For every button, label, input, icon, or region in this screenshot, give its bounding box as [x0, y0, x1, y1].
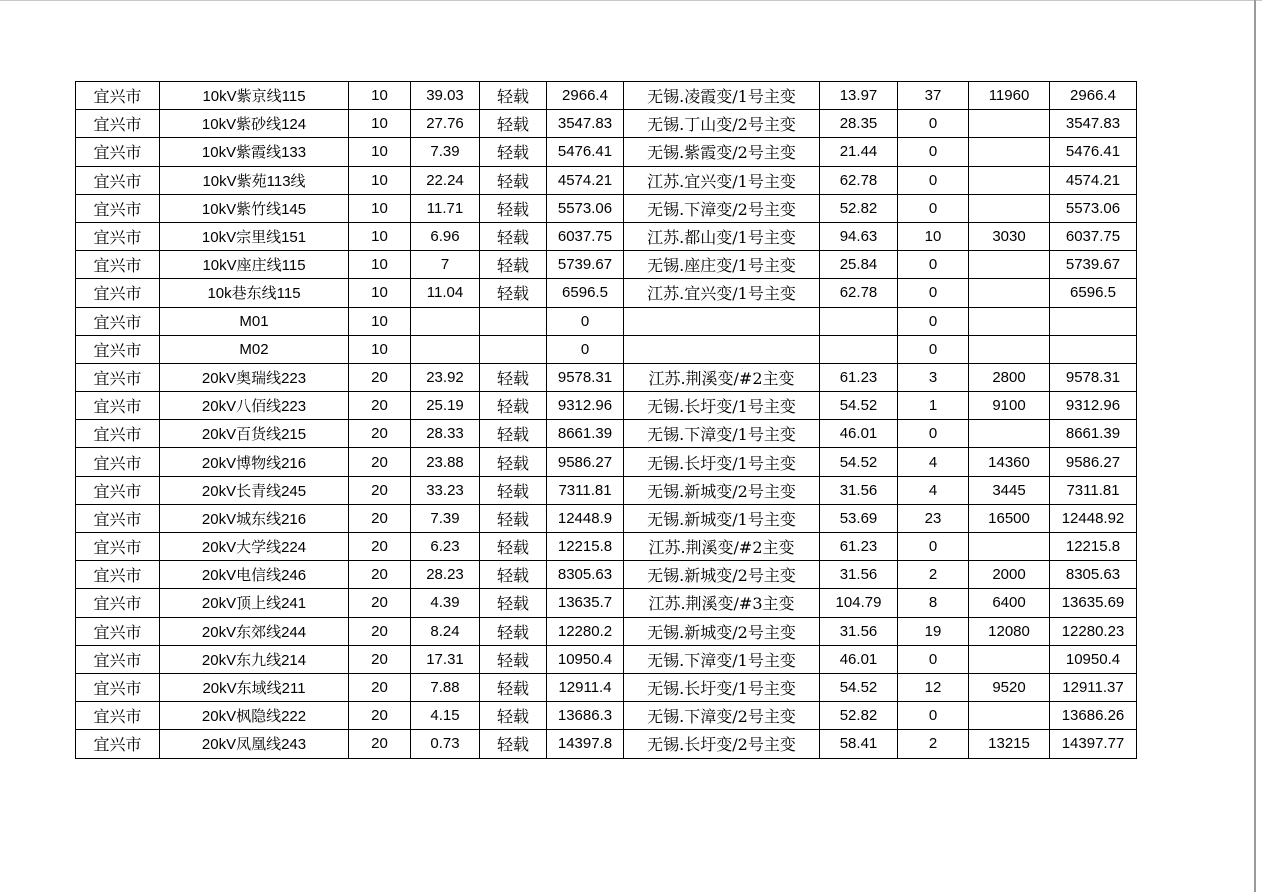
capacity-cell: 13635.7	[547, 589, 624, 617]
voltage-cell: 20	[349, 673, 411, 701]
capacity-cell: 5476.41	[547, 138, 624, 166]
count-cell: 0	[898, 138, 969, 166]
load-rate-cell: 25.19	[411, 392, 480, 420]
transformer-load-cell: 54.52	[820, 448, 898, 476]
transformer-load-cell: 46.01	[820, 420, 898, 448]
table-row	[76, 392, 1137, 420]
load-status-cell: 轻载	[480, 533, 547, 561]
feeder-name-cell: 20kV枫隐线222	[160, 702, 349, 730]
count-cell: 0	[898, 420, 969, 448]
transformer-load-cell: 52.82	[820, 194, 898, 222]
load-rate-cell: 27.76	[411, 110, 480, 138]
transformer-load-cell: 54.52	[820, 673, 898, 701]
transformer-load-cell: 61.23	[820, 363, 898, 391]
value-cell: 14397.77	[1050, 730, 1137, 758]
main-transformer-cell: 无锡.丁山变/2号主变	[624, 110, 820, 138]
load-status-cell: 轻载	[480, 561, 547, 589]
main-transformer-cell: 无锡.新城变/2号主变	[624, 561, 820, 589]
voltage-cell: 10	[349, 222, 411, 250]
transformer-load-cell: 46.01	[820, 645, 898, 673]
main-transformer-cell: 无锡.长圩变/1号主变	[624, 448, 820, 476]
voltage-cell: 10	[349, 194, 411, 222]
load-rate-cell: 11.04	[411, 279, 480, 307]
main-transformer-cell: 无锡.座庄变/1号主变	[624, 251, 820, 279]
table-body	[76, 82, 1137, 759]
transformer-load-cell: 25.84	[820, 251, 898, 279]
capacity-cell: 6596.5	[547, 279, 624, 307]
voltage-cell: 20	[349, 730, 411, 758]
city-cell: 宜兴市	[76, 730, 160, 758]
transformer-load-cell: 31.56	[820, 561, 898, 589]
city-cell: 宜兴市	[76, 222, 160, 250]
load-rate-cell: 6.23	[411, 533, 480, 561]
value-cell: 2966.4	[1050, 82, 1137, 110]
table-row	[76, 589, 1137, 617]
capacity-cell: 7311.81	[547, 476, 624, 504]
quantity-cell	[969, 138, 1050, 166]
value-cell: 8661.39	[1050, 420, 1137, 448]
quantity-cell: 6400	[969, 589, 1050, 617]
main-transformer-cell: 无锡.新城变/1号主变	[624, 504, 820, 532]
voltage-cell: 10	[349, 251, 411, 279]
quantity-cell: 9100	[969, 392, 1050, 420]
main-transformer-cell: 无锡.下漳变/2号主变	[624, 194, 820, 222]
table-row	[76, 673, 1137, 701]
voltage-cell: 10	[349, 138, 411, 166]
load-status-cell: 轻载	[480, 673, 547, 701]
voltage-cell: 10	[349, 335, 411, 363]
quantity-cell	[969, 533, 1050, 561]
main-transformer-cell: 江苏.宜兴变/1号主变	[624, 166, 820, 194]
quantity-cell	[969, 645, 1050, 673]
quantity-cell: 16500	[969, 504, 1050, 532]
value-cell: 4574.21	[1050, 166, 1137, 194]
value-cell: 13635.69	[1050, 589, 1137, 617]
capacity-cell: 8661.39	[547, 420, 624, 448]
main-transformer-cell: 无锡.凌霞变/1号主变	[624, 82, 820, 110]
feeder-name-cell: 20kV东郊线244	[160, 617, 349, 645]
feeder-name-cell: 10kV紫苑113线	[160, 166, 349, 194]
feeder-name-cell: 20kV东域线211	[160, 673, 349, 701]
voltage-cell: 10	[349, 110, 411, 138]
count-cell: 0	[898, 533, 969, 561]
city-cell: 宜兴市	[76, 138, 160, 166]
capacity-cell: 5739.67	[547, 251, 624, 279]
quantity-cell: 9520	[969, 673, 1050, 701]
load-status-cell	[480, 307, 547, 335]
main-transformer-cell: 江苏.荆溪变/#2主变	[624, 363, 820, 391]
count-cell: 8	[898, 589, 969, 617]
quantity-cell	[969, 335, 1050, 363]
table-row	[76, 110, 1137, 138]
count-cell: 12	[898, 673, 969, 701]
value-cell: 9312.96	[1050, 392, 1137, 420]
page-top-edge	[0, 0, 1262, 1]
table-row	[76, 476, 1137, 504]
count-cell: 0	[898, 166, 969, 194]
quantity-cell	[969, 307, 1050, 335]
city-cell: 宜兴市	[76, 420, 160, 448]
city-cell: 宜兴市	[76, 617, 160, 645]
count-cell: 0	[898, 110, 969, 138]
load-rate-cell	[411, 335, 480, 363]
city-cell: 宜兴市	[76, 476, 160, 504]
capacity-cell: 9578.31	[547, 363, 624, 391]
transformer-load-cell: 52.82	[820, 702, 898, 730]
city-cell: 宜兴市	[76, 251, 160, 279]
load-rate-cell: 7	[411, 251, 480, 279]
capacity-cell: 3547.83	[547, 110, 624, 138]
count-cell: 4	[898, 448, 969, 476]
page-right-edge	[1254, 0, 1256, 892]
load-status-cell: 轻载	[480, 110, 547, 138]
transformer-load-cell: 61.23	[820, 533, 898, 561]
load-rate-cell: 23.92	[411, 363, 480, 391]
city-cell: 宜兴市	[76, 448, 160, 476]
value-cell	[1050, 335, 1137, 363]
load-rate-cell: 28.33	[411, 420, 480, 448]
main-transformer-cell: 无锡.长圩变/1号主变	[624, 673, 820, 701]
capacity-cell: 10950.4	[547, 645, 624, 673]
table-row	[76, 307, 1137, 335]
main-transformer-cell: 无锡.长圩变/2号主变	[624, 730, 820, 758]
count-cell: 0	[898, 307, 969, 335]
feeder-name-cell: 20kV城东线216	[160, 504, 349, 532]
load-status-cell: 轻载	[480, 448, 547, 476]
capacity-cell: 0	[547, 335, 624, 363]
load-status-cell: 轻载	[480, 420, 547, 448]
voltage-cell: 20	[349, 392, 411, 420]
table-row	[76, 533, 1137, 561]
table-row	[76, 279, 1137, 307]
city-cell: 宜兴市	[76, 561, 160, 589]
voltage-cell: 20	[349, 617, 411, 645]
quantity-cell	[969, 194, 1050, 222]
table-row	[76, 730, 1137, 758]
load-status-cell: 轻载	[480, 251, 547, 279]
capacity-cell: 12911.4	[547, 673, 624, 701]
quantity-cell: 13215	[969, 730, 1050, 758]
quantity-cell	[969, 702, 1050, 730]
value-cell: 13686.26	[1050, 702, 1137, 730]
quantity-cell: 2000	[969, 561, 1050, 589]
load-status-cell: 轻载	[480, 476, 547, 504]
voltage-cell: 20	[349, 448, 411, 476]
feeder-name-cell: 20kV八佰线223	[160, 392, 349, 420]
main-transformer-cell	[624, 335, 820, 363]
load-rate-cell: 7.88	[411, 673, 480, 701]
feeder-name-cell: 10k巷东线115	[160, 279, 349, 307]
capacity-cell: 0	[547, 307, 624, 335]
count-cell: 2	[898, 730, 969, 758]
load-status-cell: 轻载	[480, 730, 547, 758]
count-cell: 10	[898, 222, 969, 250]
load-status-cell: 轻载	[480, 702, 547, 730]
table-row	[76, 645, 1137, 673]
transformer-load-cell: 13.97	[820, 82, 898, 110]
load-status-cell: 轻载	[480, 363, 547, 391]
voltage-cell: 20	[349, 420, 411, 448]
count-cell: 19	[898, 617, 969, 645]
city-cell: 宜兴市	[76, 166, 160, 194]
city-cell: 宜兴市	[76, 307, 160, 335]
transformer-load-cell: 31.56	[820, 476, 898, 504]
load-status-cell: 轻载	[480, 222, 547, 250]
transformer-load-cell: 94.63	[820, 222, 898, 250]
feeder-name-cell: 20kV长青线245	[160, 476, 349, 504]
transformer-load-cell: 62.78	[820, 166, 898, 194]
load-rate-cell: 4.15	[411, 702, 480, 730]
capacity-cell: 12280.2	[547, 617, 624, 645]
value-cell: 12280.23	[1050, 617, 1137, 645]
feeder-name-cell: M02	[160, 335, 349, 363]
quantity-cell: 3445	[969, 476, 1050, 504]
capacity-cell: 13686.3	[547, 702, 624, 730]
voltage-cell: 10	[349, 82, 411, 110]
load-rate-cell: 0.73	[411, 730, 480, 758]
quantity-cell	[969, 251, 1050, 279]
main-transformer-cell	[624, 307, 820, 335]
load-status-cell	[480, 335, 547, 363]
capacity-cell: 2966.4	[547, 82, 624, 110]
transformer-load-cell: 62.78	[820, 279, 898, 307]
load-status-cell: 轻载	[480, 392, 547, 420]
load-status-cell: 轻载	[480, 138, 547, 166]
transformer-load-cell	[820, 307, 898, 335]
value-cell: 6037.75	[1050, 222, 1137, 250]
city-cell: 宜兴市	[76, 82, 160, 110]
transformer-load-cell: 28.35	[820, 110, 898, 138]
value-cell: 5739.67	[1050, 251, 1137, 279]
count-cell: 0	[898, 702, 969, 730]
feeder-name-cell: 20kV博物线216	[160, 448, 349, 476]
voltage-cell: 10	[349, 307, 411, 335]
load-rate-cell: 28.23	[411, 561, 480, 589]
city-cell: 宜兴市	[76, 363, 160, 391]
city-cell: 宜兴市	[76, 533, 160, 561]
main-transformer-cell: 无锡.新城变/2号主变	[624, 476, 820, 504]
transformer-load-cell: 104.79	[820, 589, 898, 617]
feeder-name-cell: 20kV大学线224	[160, 533, 349, 561]
capacity-cell: 8305.63	[547, 561, 624, 589]
voltage-cell: 10	[349, 279, 411, 307]
load-status-cell: 轻载	[480, 82, 547, 110]
load-status-cell: 轻载	[480, 645, 547, 673]
value-cell	[1050, 307, 1137, 335]
voltage-cell: 20	[349, 645, 411, 673]
count-cell: 4	[898, 476, 969, 504]
load-rate-cell: 17.31	[411, 645, 480, 673]
capacity-cell: 6037.75	[547, 222, 624, 250]
load-rate-cell	[411, 307, 480, 335]
city-cell: 宜兴市	[76, 645, 160, 673]
capacity-cell: 12215.8	[547, 533, 624, 561]
table-row	[76, 194, 1137, 222]
load-rate-cell: 8.24	[411, 617, 480, 645]
feeder-name-cell: 10kV紫霞线133	[160, 138, 349, 166]
load-rate-cell: 39.03	[411, 82, 480, 110]
table-row	[76, 617, 1137, 645]
voltage-cell: 20	[349, 589, 411, 617]
value-cell: 9586.27	[1050, 448, 1137, 476]
table-row	[76, 702, 1137, 730]
count-cell: 37	[898, 82, 969, 110]
load-status-cell: 轻载	[480, 166, 547, 194]
capacity-cell: 5573.06	[547, 194, 624, 222]
count-cell: 1	[898, 392, 969, 420]
transformer-load-cell: 54.52	[820, 392, 898, 420]
count-cell: 0	[898, 335, 969, 363]
count-cell: 0	[898, 251, 969, 279]
city-cell: 宜兴市	[76, 589, 160, 617]
table-row	[76, 166, 1137, 194]
quantity-cell: 14360	[969, 448, 1050, 476]
voltage-cell: 20	[349, 702, 411, 730]
feeder-name-cell: 10kV紫京线115	[160, 82, 349, 110]
count-cell: 0	[898, 194, 969, 222]
value-cell: 8305.63	[1050, 561, 1137, 589]
value-cell: 5573.06	[1050, 194, 1137, 222]
table-row	[76, 363, 1137, 391]
capacity-cell: 4574.21	[547, 166, 624, 194]
voltage-cell: 20	[349, 504, 411, 532]
table-row	[76, 504, 1137, 532]
quantity-cell	[969, 110, 1050, 138]
feeder-name-cell: M01	[160, 307, 349, 335]
transformer-load-cell: 21.44	[820, 138, 898, 166]
load-status-cell: 轻载	[480, 194, 547, 222]
quantity-cell	[969, 166, 1050, 194]
city-cell: 宜兴市	[76, 110, 160, 138]
load-rate-cell: 7.39	[411, 138, 480, 166]
quantity-cell	[969, 420, 1050, 448]
main-transformer-cell: 无锡.新城变/2号主变	[624, 617, 820, 645]
capacity-cell: 14397.8	[547, 730, 624, 758]
load-rate-cell: 23.88	[411, 448, 480, 476]
count-cell: 23	[898, 504, 969, 532]
main-transformer-cell: 无锡.下漳变/1号主变	[624, 420, 820, 448]
capacity-cell: 12448.9	[547, 504, 624, 532]
voltage-cell: 20	[349, 561, 411, 589]
table-row	[76, 251, 1137, 279]
main-transformer-cell: 江苏.荆溪变/#3主变	[624, 589, 820, 617]
feeder-name-cell: 10kV紫砂线124	[160, 110, 349, 138]
voltage-cell: 20	[349, 533, 411, 561]
value-cell: 12215.8	[1050, 533, 1137, 561]
quantity-cell	[969, 279, 1050, 307]
count-cell: 0	[898, 279, 969, 307]
value-cell: 6596.5	[1050, 279, 1137, 307]
main-transformer-cell: 江苏.荆溪变/#2主变	[624, 533, 820, 561]
table-row	[76, 448, 1137, 476]
feeder-name-cell: 20kV奥瑞线223	[160, 363, 349, 391]
quantity-cell: 11960	[969, 82, 1050, 110]
transformer-load-cell: 53.69	[820, 504, 898, 532]
table-row	[76, 138, 1137, 166]
quantity-cell: 2800	[969, 363, 1050, 391]
load-rate-cell: 7.39	[411, 504, 480, 532]
feeder-name-cell: 10kV座庄线115	[160, 251, 349, 279]
load-rate-cell: 33.23	[411, 476, 480, 504]
value-cell: 12911.37	[1050, 673, 1137, 701]
main-transformer-cell: 无锡.紫霞变/2号主变	[624, 138, 820, 166]
voltage-cell: 10	[349, 166, 411, 194]
quantity-cell: 12080	[969, 617, 1050, 645]
feeder-name-cell: 20kV东九线214	[160, 645, 349, 673]
transformer-load-cell	[820, 335, 898, 363]
value-cell: 3547.83	[1050, 110, 1137, 138]
feeder-name-cell: 20kV电信线246	[160, 561, 349, 589]
count-cell: 0	[898, 645, 969, 673]
city-cell: 宜兴市	[76, 504, 160, 532]
table-row	[76, 420, 1137, 448]
value-cell: 9578.31	[1050, 363, 1137, 391]
count-cell: 3	[898, 363, 969, 391]
city-cell: 宜兴市	[76, 673, 160, 701]
capacity-cell: 9312.96	[547, 392, 624, 420]
load-rate-cell: 4.39	[411, 589, 480, 617]
feeder-name-cell: 10kV宗里线151	[160, 222, 349, 250]
load-status-cell: 轻载	[480, 504, 547, 532]
voltage-cell: 20	[349, 363, 411, 391]
capacity-cell: 9586.27	[547, 448, 624, 476]
load-rate-cell: 22.24	[411, 166, 480, 194]
city-cell: 宜兴市	[76, 335, 160, 363]
document-sheet	[75, 81, 1137, 759]
load-rate-cell: 11.71	[411, 194, 480, 222]
value-cell: 7311.81	[1050, 476, 1137, 504]
main-transformer-cell: 江苏.宜兴变/1号主变	[624, 279, 820, 307]
main-transformer-cell: 无锡.下漳变/2号主变	[624, 702, 820, 730]
table-row	[76, 561, 1137, 589]
value-cell: 10950.4	[1050, 645, 1137, 673]
feeder-name-cell: 20kV百货线215	[160, 420, 349, 448]
main-transformer-cell: 无锡.长圩变/1号主变	[624, 392, 820, 420]
table-row	[76, 222, 1137, 250]
feeder-name-cell: 10kV紫竹线145	[160, 194, 349, 222]
city-cell: 宜兴市	[76, 194, 160, 222]
load-status-cell: 轻载	[480, 589, 547, 617]
load-rate-cell: 6.96	[411, 222, 480, 250]
transformer-load-cell: 58.41	[820, 730, 898, 758]
city-cell: 宜兴市	[76, 392, 160, 420]
load-status-cell: 轻载	[480, 617, 547, 645]
load-status-cell: 轻载	[480, 279, 547, 307]
table-row	[76, 82, 1137, 110]
count-cell: 2	[898, 561, 969, 589]
voltage-cell: 20	[349, 476, 411, 504]
feeder-load-table	[75, 81, 1137, 759]
feeder-name-cell: 20kV凤凰线243	[160, 730, 349, 758]
value-cell: 5476.41	[1050, 138, 1137, 166]
table-row	[76, 335, 1137, 363]
feeder-name-cell: 20kV顶上线241	[160, 589, 349, 617]
city-cell: 宜兴市	[76, 702, 160, 730]
main-transformer-cell: 无锡.下漳变/1号主变	[624, 645, 820, 673]
city-cell: 宜兴市	[76, 279, 160, 307]
value-cell: 12448.92	[1050, 504, 1137, 532]
transformer-load-cell: 31.56	[820, 617, 898, 645]
quantity-cell: 3030	[969, 222, 1050, 250]
main-transformer-cell: 江苏.都山变/1号主变	[624, 222, 820, 250]
